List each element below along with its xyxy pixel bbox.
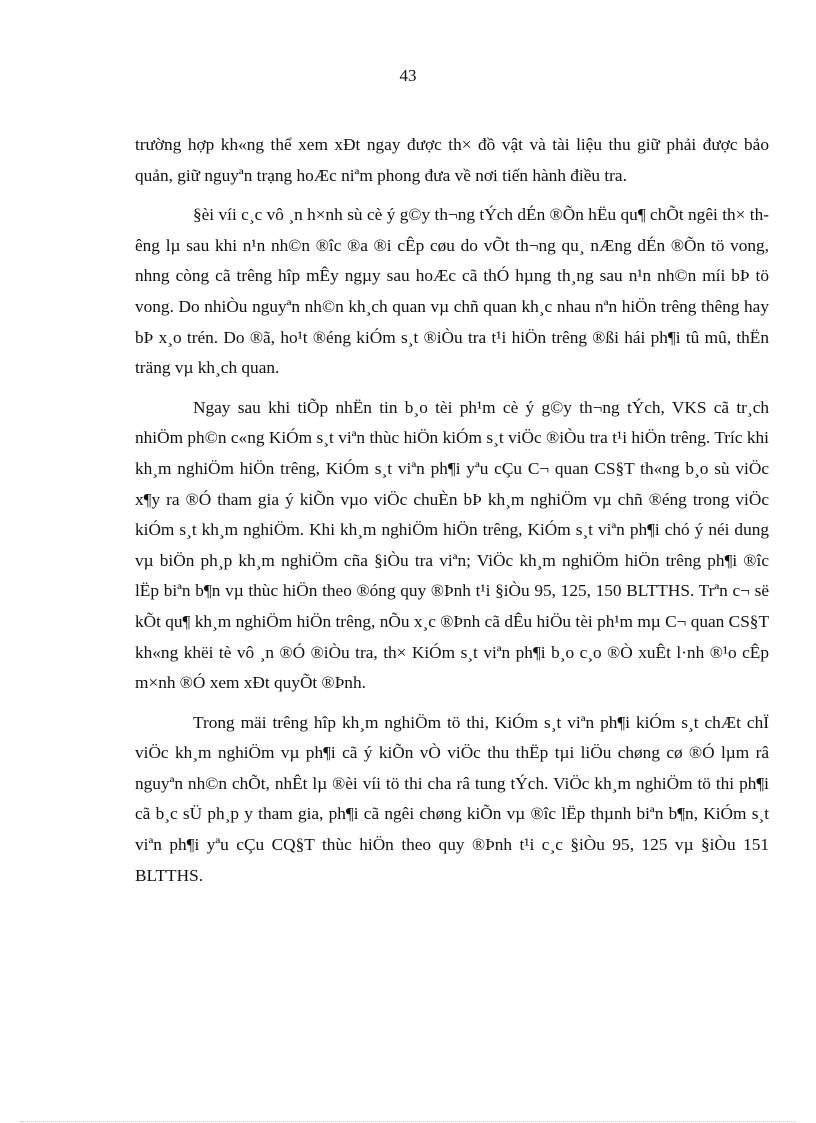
page-number (0, 66, 816, 86)
page-bottom-dotted-rule (20, 1121, 796, 1122)
paragraph-autopsy: Trong mäi trêng hîp kh¸m nghiÖm tö thi, KiÓm s¸t viªn ph¶i kiÓm s¸t chÆt chÏ viÖc kh¸m nghiÖm vµ ph¶i cã ý kiÕn vÒ viÖc thu thËp tµi liÖu chøng cø ®Ó lµm râ nguyªn nh©n chÕt, nhÊt lµ ®èi víi tö thi cha râ tung tÝch. ViÖc kh¸m nghiÖm tö thi ph¶i cã b¸c sÜ ph¸p y tham gia, ph¶i cã ngêi chøng kiÕn vµ ®îc lËp thµnh biªn b¶n, KiÓm s¸t viªn ph¶i yªu cÇu CQ§T thùc hiÖn theo quy ®Þnh t¹i c¸c §iÒu 95, 125 vµ §iÒu 151 BLTTHS. (135, 712, 769, 885)
page-number-text: 43 (399, 66, 417, 85)
document-body (135, 130, 769, 900)
paragraph-homicide-cases: §èi víi c¸c vô ¸n h×nh sù cè ý g©y th¬ng tÝch dÉn ®Õn hËu qu¶ chÕt ngêi th× thêng lµ sau khi n¹n nh©n ®îc ®a ®i cÊp cøu do vÕt th¬ng qu¸ nÆng dÉn ®Õn tö vong, nhng còng cã trêng hîp mÊy ngµy sau hoÆc cã thÓ hµng th¸ng sau n¹n nh©n míi bÞ tö vong. Do nhiÒu nguyªn nh©n kh¸ch quan vµ chñ quan kh¸c nhau nªn hiÖn trêng thêng hay bÞ x¸o trén. Do ®ã, ho¹t ®éng kiÓm s¸t ®iÒu tra t¹i hiÖn trêng ®ßi hái ph¶i tû mû, thËn träng vµ kh¸ch quan. (135, 205, 769, 378)
paragraph-scene-inspection: Ngay sau khi tiÕp nhËn tin b¸o tèi ph¹m cè ý g©y th¬ng tÝch, VKS cã tr¸ch nhiÖm ph©n c«ng KiÓm s¸t viªn thùc hiÖn kiÓm s¸t viÖc ®iÒu tra t¹i hiÖn trêng. Tríc khi kh¸m nghiÖm hiÖn trêng, KiÓm s¸t viªn ph¶i yªu cÇu C¬ quan CS§T th«ng b¸o sù viÖc x¶y ra ®Ó tham gia ý kiÕn vµo viÖc chuÈn bÞ kh¸m nghiÖm vµ chñ ®éng trong viÖc kiÓm s¸t kh¸m nghiÖm. Khi kh¸m nghiÖm hiÖn trêng, KiÓm s¸t viªn ph¶i chó ý néi dung vµ biÖn ph¸p kh¸m nghiÖm cña §iÒu tra viªn; ViÖc kh¸m nghiÖm hiÖn trêng ph¶i ®îc lËp biªn b¶n vµ thùc hiÖn theo ®óng quy ®Þnh t¹i §iÒu 95, 125, 150 BLTTHS. Trªn c¬ së kÕt qu¶ kh¸m nghiÖm hiÖn trêng, nÕu x¸c ®Þnh cã dÊu hiÖu tèi ph¹m mµ C¬ quan CS§T kh«ng khëi tè vô ¸n ®Ó ®iÒu tra, th× KiÓm s¸t viªn ph¶i b¸o c¸o ®Ò xuÊt l·nh ®¹o cÊp m×nh ®Ó xem xÐt quyÕt ®Þnh. (135, 397, 769, 693)
paragraph-continuation: trường hợp kh«ng thể xem xÐt ngay được th× đồ vật và tài liệu thu giữ phải được bảo quản, giữ nguyªn trạng hoÆc niªm phong đưa về nơi tiến hành điều tra. (135, 135, 769, 185)
